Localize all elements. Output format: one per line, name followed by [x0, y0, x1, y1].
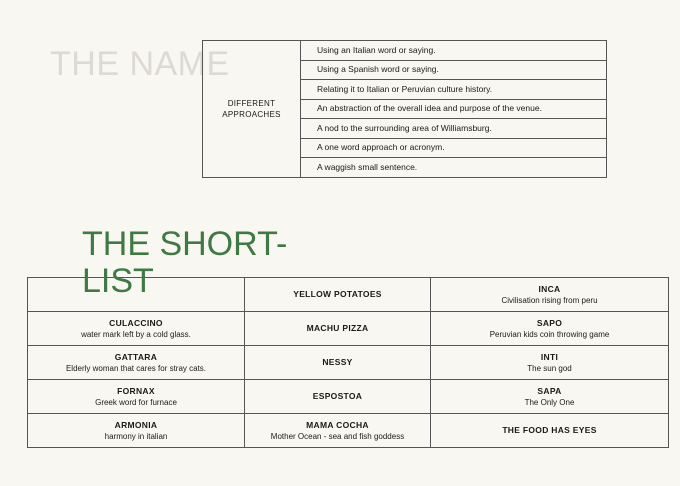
table-row [28, 312, 669, 346]
approach-item: A one word approach or acronym. [301, 138, 607, 158]
name-desc: water mark left by a cold glass. [81, 329, 191, 339]
shortlist-cell [431, 414, 669, 448]
shortlist-cell [28, 380, 245, 414]
name-desc: harmony in italian [104, 431, 168, 441]
approaches-label: DIFFERENT APPROACHES [203, 41, 301, 178]
the-shortlist-heading: THE SHORT-LIST [82, 225, 288, 300]
shortlist-table [27, 277, 669, 448]
name-title: ESPOSTOA [312, 391, 363, 401]
approach-item: Using an Italian word or saying. [301, 41, 607, 61]
approach-item: Using a Spanish word or saying. [301, 60, 607, 80]
name-desc: Elderly woman that cares for stray cats. [65, 363, 207, 373]
approach-item: A nod to the surrounding area of Williamsburg. [301, 119, 607, 139]
shortlist-cell [431, 278, 669, 312]
name-title: SAPA [537, 385, 562, 396]
shortlist-cell [431, 312, 669, 346]
name-title: INTI [540, 351, 559, 362]
approach-item: A waggish small sentence. [301, 158, 607, 178]
name-title: SAPO [536, 317, 563, 328]
shortlist-cell [28, 312, 245, 346]
name-desc: The sun god [527, 363, 572, 373]
name-desc: Peruvian kids coin throwing game [489, 329, 610, 339]
approach-item: Relating it to Italian or Peruvian culture history. [301, 80, 607, 100]
shortlist-cell [245, 380, 431, 414]
name-title: CULACCINO [109, 317, 163, 328]
name-title: FORNAX [117, 385, 155, 396]
name-desc: The Only One [524, 397, 575, 407]
table-row [28, 414, 669, 448]
table-row [28, 380, 669, 414]
approach-item: An abstraction of the overall idea and purpose of the venue. [301, 99, 607, 119]
name-title: MAMA COCHA [306, 419, 369, 430]
name-title: NESSY [322, 357, 353, 367]
shortlist-cell [245, 414, 431, 448]
shortlist-cell [431, 380, 669, 414]
shortlist-cell [28, 414, 245, 448]
name-title: INCA [538, 283, 561, 294]
shortlist-cell [28, 346, 245, 380]
name-desc: Civilisation rising from peru [501, 295, 598, 305]
shortlist-cell [245, 346, 431, 380]
shortlist-cell [245, 312, 431, 346]
name-title: ARMONIA [114, 419, 158, 430]
the-name-heading: THE NAME [50, 45, 230, 83]
approaches-table [202, 40, 607, 178]
name-desc: Mother Ocean - sea and fish goddess [270, 431, 405, 441]
table-row [28, 346, 669, 380]
name-title: THE FOOD HAS EYES [502, 425, 597, 435]
name-title: YELLOW POTATOES [293, 289, 382, 299]
name-desc: Greek word for furnace [95, 397, 177, 407]
shortlist-cell [431, 346, 669, 380]
name-title: MACHU PIZZA [306, 323, 369, 333]
name-title: GATTARA [114, 351, 158, 362]
